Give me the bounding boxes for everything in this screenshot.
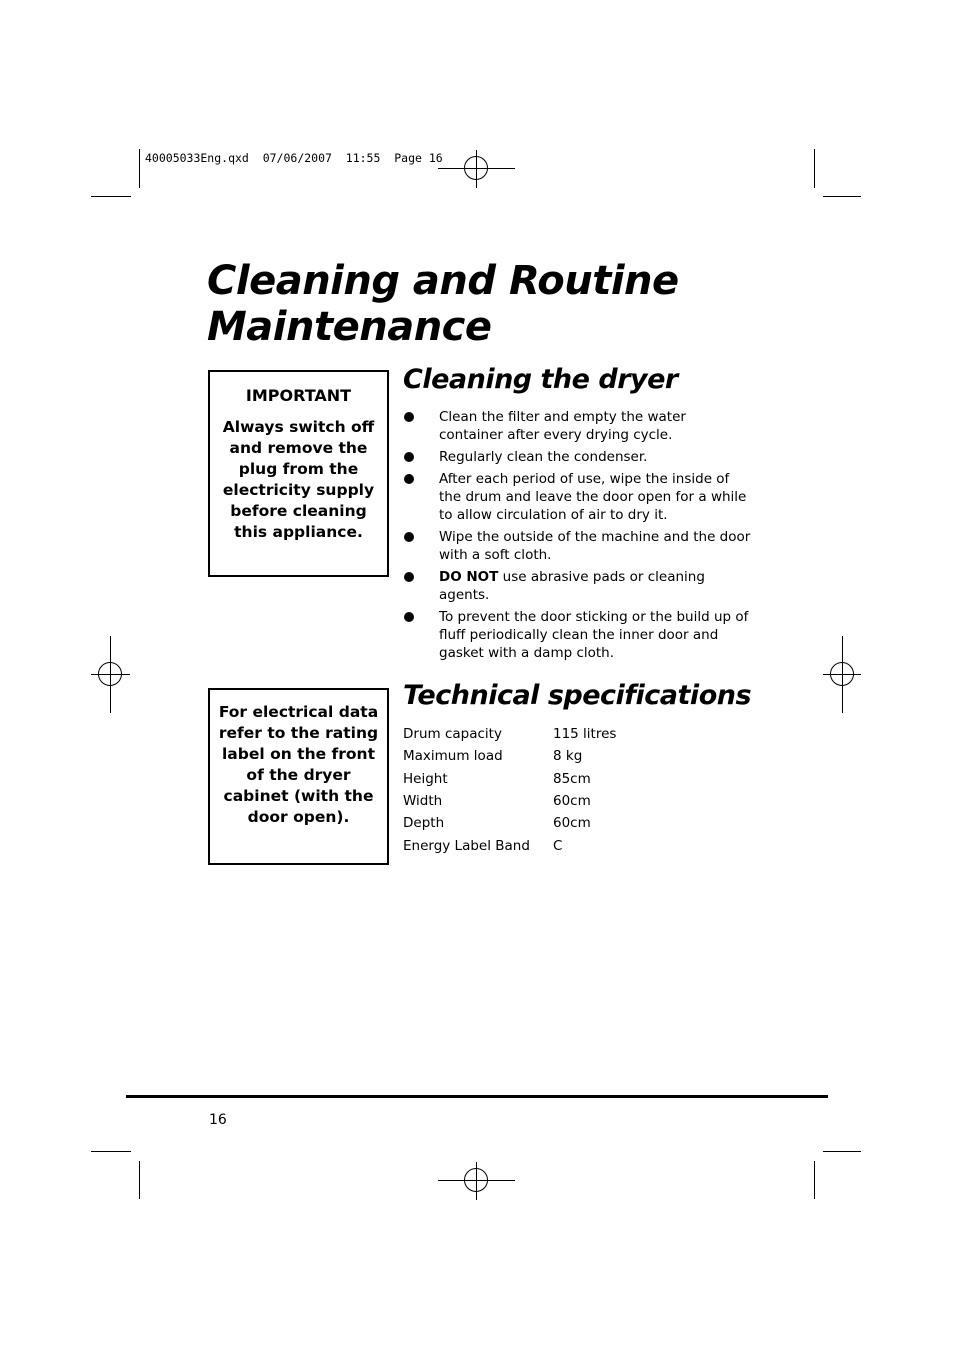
spec-table	[403, 723, 616, 857]
print-slug: 40005033Eng.qxd 07/06/2007 11:55 Page 16	[145, 151, 443, 165]
list-item: Regularly clean the condenser.	[403, 448, 753, 466]
cleaning-list	[403, 408, 753, 666]
crop-mark	[814, 149, 815, 188]
crop-mark	[814, 1161, 815, 1199]
table-row: Maximum load 8 kg	[403, 748, 583, 765]
electrical-data-box	[208, 688, 389, 865]
bullet-icon	[404, 412, 414, 422]
page-title: Cleaning and Routine Maintenance	[207, 258, 679, 350]
important-heading: IMPORTANT	[245, 386, 352, 405]
table-row: Drum capacity 115 litres	[403, 726, 617, 743]
crop-mark	[139, 149, 140, 188]
cleaning-section-title: Cleaning the dryer	[403, 364, 678, 395]
important-notice-box	[208, 370, 389, 577]
bullet-icon	[404, 452, 414, 462]
crop-mark	[91, 1151, 131, 1152]
list-item: Clean the filter and empty the water container after every drying cycle.	[403, 408, 753, 444]
table-row: Width 60cm	[403, 793, 591, 810]
tech-section-title: Technical specifications	[403, 680, 752, 711]
table-row: Energy Label Band C	[403, 837, 563, 854]
bullet-icon	[404, 474, 414, 484]
important-text: Always switch off and remove the plug from the electricity supply before cleaning this appliance.	[222, 418, 375, 541]
crop-mark	[91, 196, 131, 197]
footer-rule	[126, 1095, 828, 1098]
bullet-icon	[404, 612, 414, 622]
page-number: 16	[209, 1112, 227, 1128]
bullet-icon	[404, 532, 414, 542]
list-item: Wipe the outside of the machine and the door with a soft cloth.	[403, 528, 753, 564]
bullet-icon	[404, 572, 414, 582]
list-item: After each period of use, wipe the inside of the drum and leave the door open for a while to allow circulation of air to dry it.	[403, 470, 753, 524]
list-item: DO NOT use abrasive pads or cleaning agents.	[403, 568, 753, 604]
table-row: Height 85cm	[403, 770, 591, 787]
crop-mark	[823, 1151, 861, 1152]
crop-mark	[139, 1161, 140, 1199]
crop-mark	[823, 196, 861, 197]
electrical-text: For electrical data refer to the rating label on the front of the dryer cabinet (with the door open).	[218, 703, 379, 826]
table-row: Depth 60cm	[403, 815, 591, 832]
list-item: To prevent the door sticking or the build up of fluff periodically clean the inner door and gasket with a damp cloth.	[403, 608, 753, 662]
